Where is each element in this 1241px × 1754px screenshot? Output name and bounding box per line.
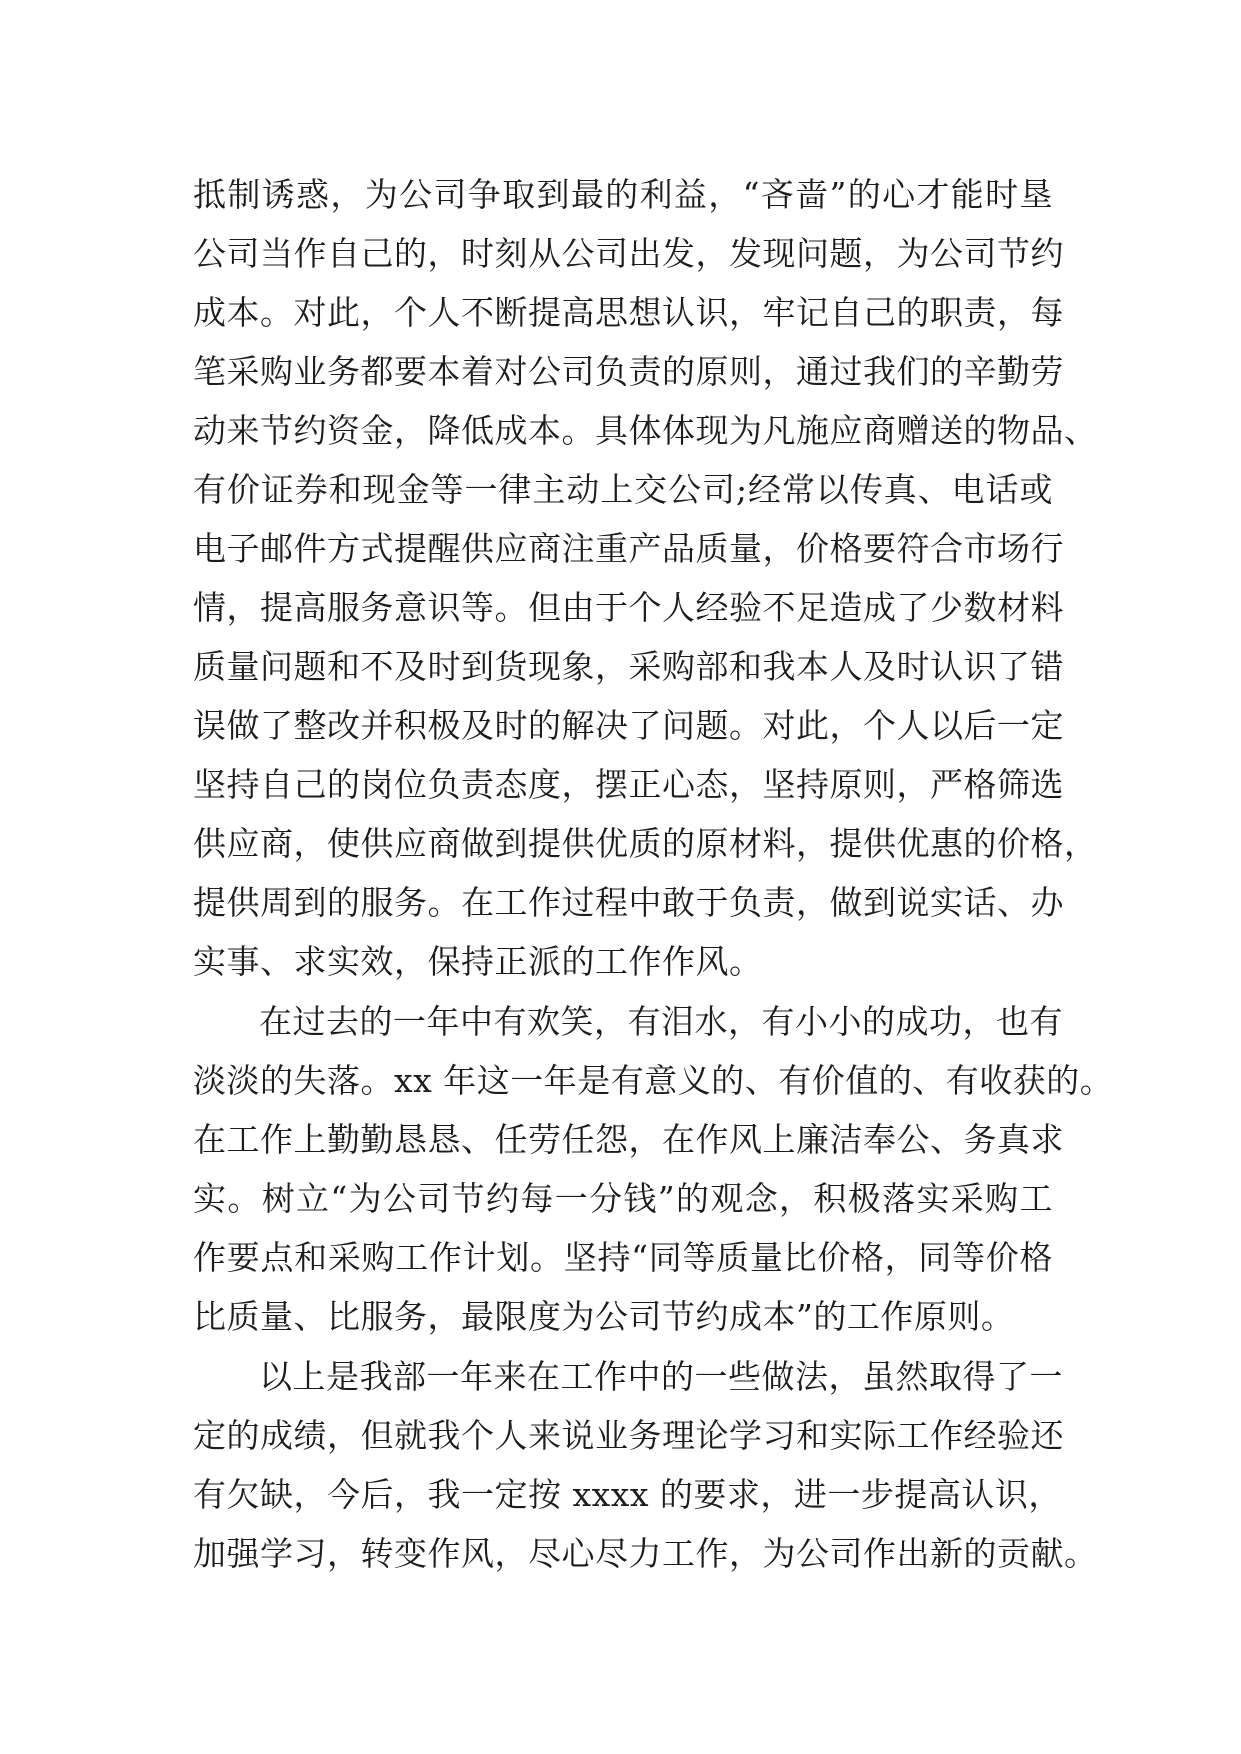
text-line: 坚持自己的岗位负责态度，摆正心态，坚持原则，严格筛选	[193, 765, 1064, 804]
text-line: 动来节约资金，降低成本。具体体现为凡施应商赠送的物品、	[193, 411, 1098, 450]
text-line: 以上是我部一年来在工作中的一些做法，虽然取得了一	[259, 1357, 1063, 1396]
document-body	[193, 165, 1114, 1584]
text-line: 加强学习，转变作风，尽心尽力工作，为公司作出新的贡献。	[193, 1534, 1098, 1573]
text-line: 提供周到的服务。在工作过程中敢于负责，做到说实话、办	[193, 883, 1064, 922]
text-line: 比质量、比服务，最限度为公司节约成本”的工作原则。	[193, 1297, 1015, 1336]
text-line: 笔采购业务都要本着对公司负责的原则，通过我们的辛勤劳	[193, 352, 1064, 391]
text-line: 抵制诱惑，为公司争取到最的利益，“吝啬”的心才能时垦	[193, 175, 1053, 214]
text-line: 质量问题和不及时到货现象，采购部和我本人及时认识了错	[193, 647, 1064, 686]
text-line: 成本。对此，个人不断提高思想认识，牢记自己的职责，每	[193, 293, 1064, 332]
paragraph	[193, 1347, 1098, 1583]
paragraph	[193, 165, 1098, 991]
text-line: 淡淡的失落。xx 年这一年是有意义的、有价值的、有收获的。	[193, 1061, 1114, 1100]
text-line: 在过去的一年中有欢笑，有泪水，有小小的成功，也有	[259, 1002, 1063, 1041]
text-line: 供应商，使供应商做到提供优质的原材料，提供优惠的价格，	[193, 824, 1098, 863]
text-line: 有价证券和现金等一律主动上交公司;经常以传真、电话或	[193, 470, 1053, 509]
text-line: 实事、求实效，保持正派的工作作风。	[193, 942, 763, 981]
text-line: 作要点和采购工作计划。坚持“同等质量比价格，同等价格	[193, 1238, 1053, 1277]
text-line: 情，提高服务意识等。但由于个人经验不足造成了少数材料	[193, 588, 1064, 627]
text-line: 电子邮件方式提醒供应商注重产品质量，价格要符合市场行	[193, 529, 1064, 568]
text-line: 公司当作自己的，时刻从公司出发，发现问题，为公司节约	[193, 234, 1064, 273]
paragraph	[193, 992, 1114, 1346]
text-line: 有欠缺，今后，我一定按 xxxx 的要求，进一步提高认识，	[193, 1475, 1062, 1514]
text-line: 误做了整改并积极及时的解决了问题。对此，个人以后一定	[193, 706, 1064, 745]
text-line: 在工作上勤勤恳恳、任劳任怨，在作风上廉洁奉公、务真求	[193, 1120, 1064, 1159]
text-line: 实。树立“为公司节约每一分钱”的观念，积极落实采购工	[193, 1179, 1053, 1218]
text-line: 定的成绩，但就我个人来说业务理论学习和实际工作经验还	[193, 1416, 1064, 1455]
